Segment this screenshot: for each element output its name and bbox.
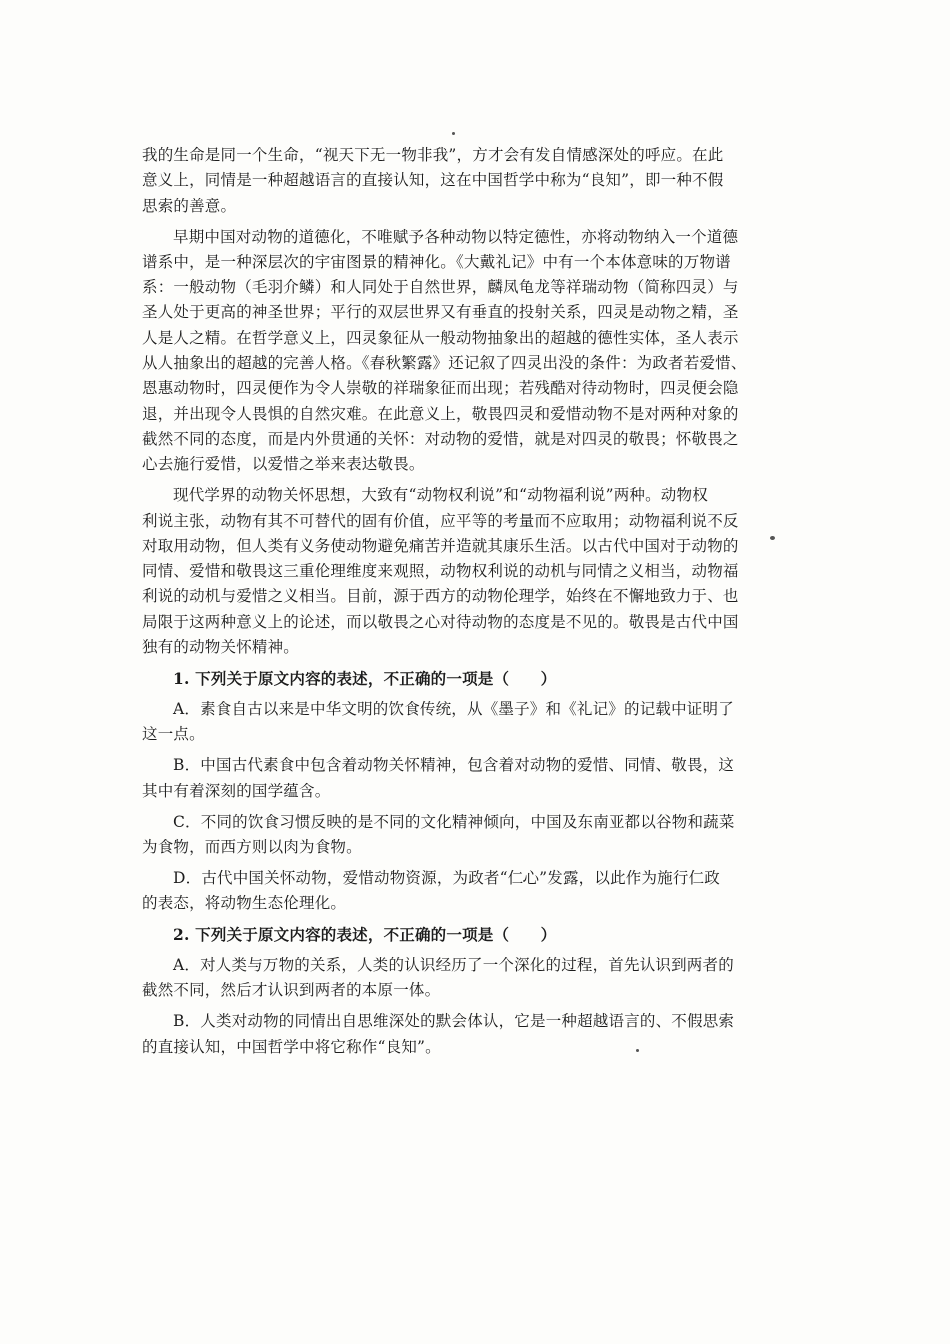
option-a-cont: 截然不同，然后才认识到两者的本原一体。 bbox=[142, 981, 441, 1000]
question-2 bbox=[142, 922, 822, 1060]
paragraph-2 bbox=[142, 225, 822, 478]
option-b-cont: 的直接认知，中国哲学中将它称作“良知”。 bbox=[142, 1037, 441, 1056]
option-b: B．中国古代素食中包含着动物关怀精神，包含着对动物的爱惜、同情、敬畏，这 bbox=[173, 756, 735, 775]
option-c-cont: 为食物，而西方则以肉为食物。 bbox=[142, 837, 362, 856]
question-stem: 1. 下列关于原文内容的表述，不正确的一项是（ ） bbox=[173, 669, 557, 688]
text-line: 人是人之精。在哲学意义上，四灵象征从一般动物抽象出的超越的德性实体，圣人表示 bbox=[142, 328, 739, 347]
text-line: 现代学界的动物关怀思想，大致有“动物权利说”和“动物福利说”两种。动物权 bbox=[173, 486, 708, 505]
text-line: 利说主张，动物有其不可替代的固有价值，应平等的考量而不应取用；动物福利说不反 bbox=[142, 511, 739, 530]
text-line: 独有的动物关怀精神。 bbox=[142, 638, 300, 657]
question-stem: 2. 下列关于原文内容的表述，不正确的一项是（ ） bbox=[173, 925, 557, 945]
option-d-cont: 的表态，将动物生态伦理化。 bbox=[142, 894, 347, 913]
text-line: 早期中国对动物的道德化，不唯赋予各种动物以特定德性，亦将动物纳入一个道德 bbox=[173, 227, 739, 246]
text-line: 从人抽象出的超越的完善人格。《春秋繁露》还记叙了四灵出没的条件：为政者若爱惜、 bbox=[142, 354, 747, 373]
document-body bbox=[142, 143, 822, 1060]
text-line: 局限于这两种意义上的论述，而以敬畏之心对待动物的态度是不见的。敬畏是古代中国 bbox=[142, 612, 739, 631]
text-line: 恩惠动物时，四灵便作为令人崇敬的祥瑞象征而出现；若残酷对待动物时，四灵便会隐 bbox=[142, 379, 739, 398]
option-d: D．古代中国关怀动物，爱惜动物资源，为政者“仁心”发露，以此作为施行仁政 bbox=[173, 868, 720, 887]
text-line: 思索的善意。 bbox=[142, 196, 237, 215]
option-a-cont: 这一点。 bbox=[142, 725, 205, 744]
paragraph-3 bbox=[142, 483, 822, 660]
text-line: 心去施行爱惜，以爱惜之举来表达敬畏。 bbox=[142, 455, 425, 474]
text-line: 利说的动机与爱惜之义相当。目前，源于西方的动物伦理学，始终在不懈地致力于、也 bbox=[142, 587, 739, 606]
text-line: 圣人处于更高的神圣世界；平行的双层世界又有垂直的投射关系，四灵是动物之精，圣 bbox=[142, 303, 739, 322]
scan-speck bbox=[452, 132, 455, 135]
text-line: 对取用动物，但人类有义务使动物避免痛苦并造就其康乐生活。以古代中国对于动物的 bbox=[142, 536, 739, 555]
text-line: 意义上，同情是一种超越语言的直接认知，这在中国哲学中称为“良知”，即一种不假 bbox=[142, 171, 724, 190]
option-b-cont: 其中有着深刻的国学蕴含。 bbox=[142, 781, 331, 800]
text-line: 我的生命是同一个生命，“视天下无一物非我”，方才会有发自情感深处的呼应。在此 bbox=[142, 146, 724, 164]
text-line: 系：一般动物（毛羽介鳞）和人同处于自然世界，麟凤龟龙等祥瑞动物（简称四灵）与 bbox=[142, 278, 739, 297]
text-line: 谱系中，是一种深层次的宇宙图景的精神化。《大戴礼记》中有一个本体意味的万物谱 bbox=[142, 252, 731, 271]
question-1 bbox=[142, 666, 822, 916]
option-b: B．人类对动物的同情出自思维深处的默会体认，它是一种超越语言的、不假思索 bbox=[173, 1012, 735, 1031]
text-line: 截然不同的态度，而是内外贯通的关怀：对动物的爱惜，就是对四灵的敬畏；怀敬畏之 bbox=[142, 429, 739, 448]
text-line: 同情、爱惜和敬畏这三重伦理维度来观照，动物权利说的动机与同情之义相当，动物福 bbox=[142, 562, 739, 581]
option-a: A．对人类与万物的关系，人类的认识经历了一个深化的过程，首先认识到两者的 bbox=[173, 956, 734, 975]
option-a: A．素食自古以来是中华文明的饮食传统，从《墨子》和《礼记》的记载中证明了 bbox=[173, 699, 734, 718]
paragraph-1 bbox=[142, 143, 822, 219]
text-line: 退，并出现令人畏惧的自然灾难。在此意义上，敬畏四灵和爱惜动物不是对两种对象的 bbox=[142, 404, 739, 423]
option-c: C．不同的饮食习惯反映的是不同的文化精神倾向，中国及东南亚都以谷物和蔬菜 bbox=[173, 812, 735, 831]
